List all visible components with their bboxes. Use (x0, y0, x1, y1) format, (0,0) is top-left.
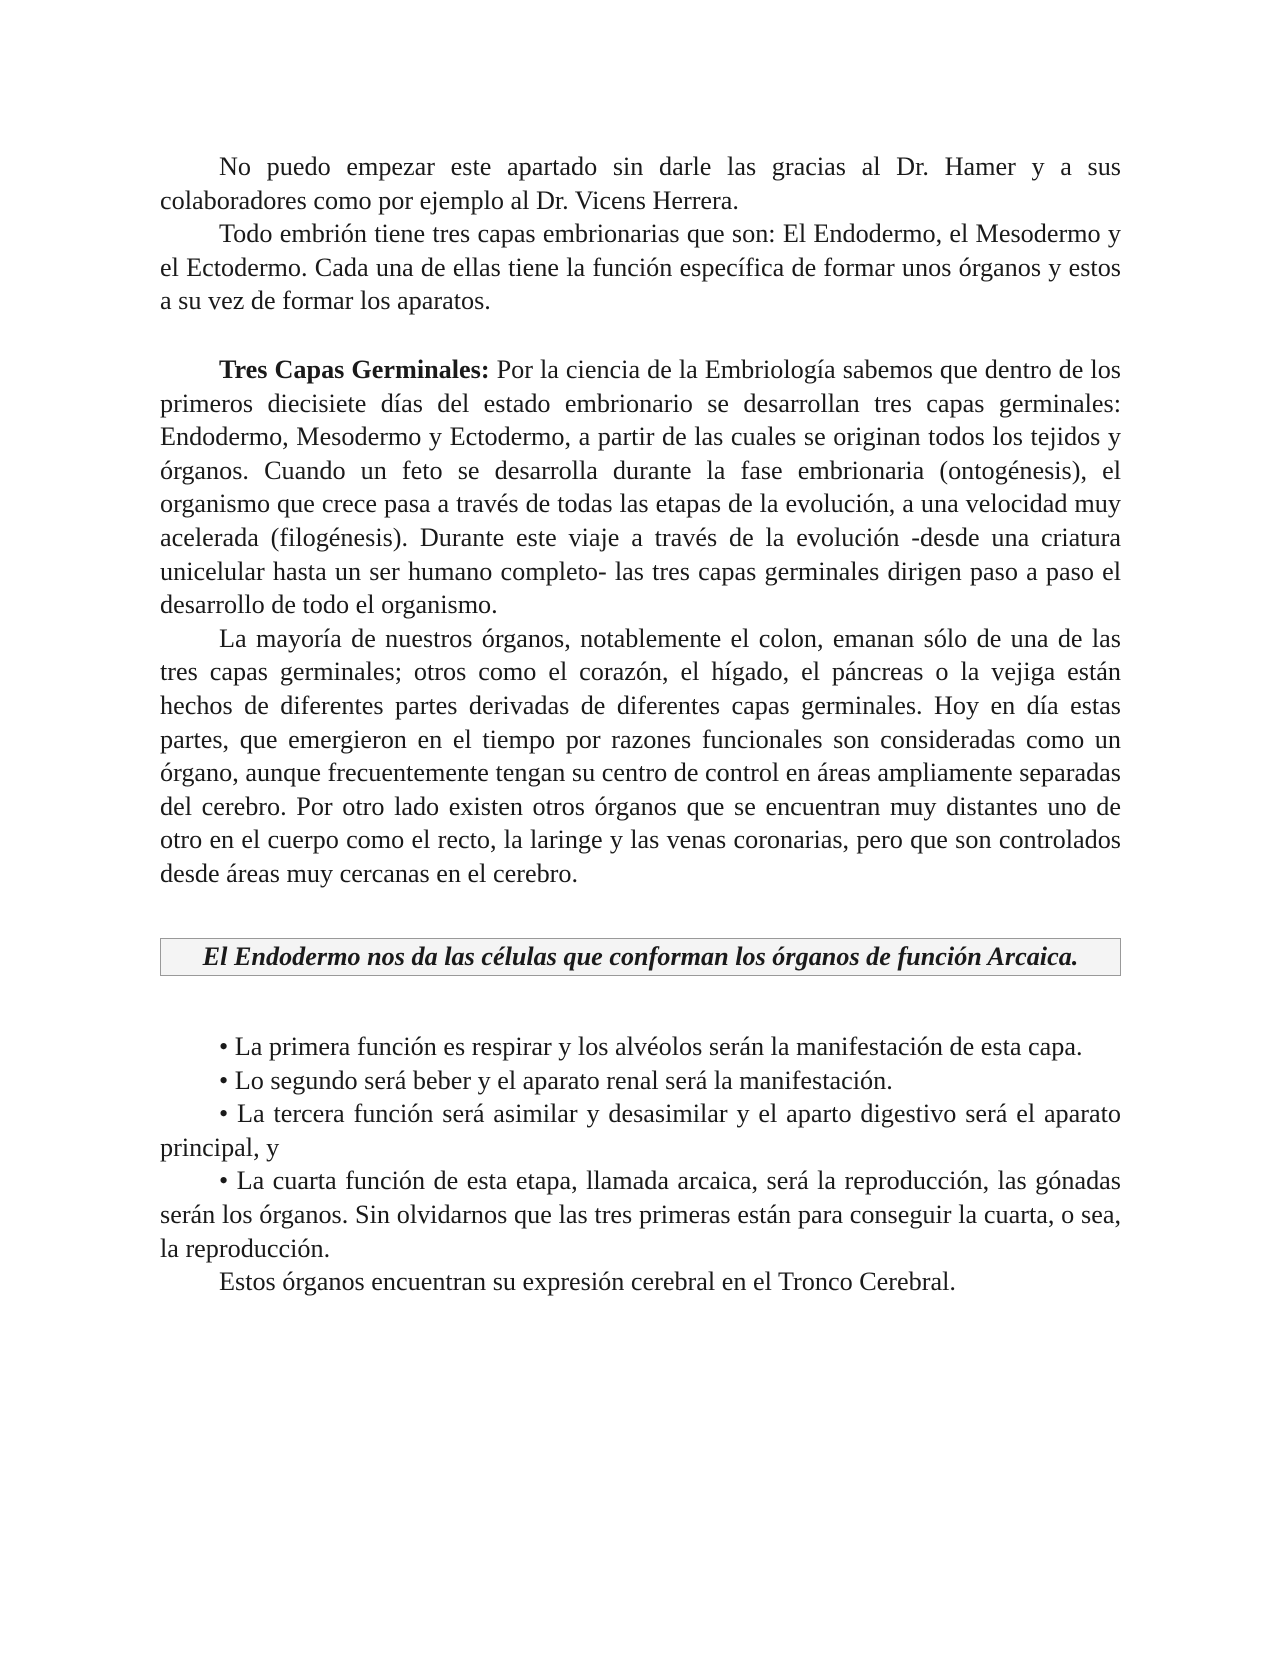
closing-paragraph: Estos órganos encuentran su expresión cerebral en el Tronco Cerebral. (219, 1267, 956, 1297)
endoderm-highlight-text: El Endodermo nos da las células que conforman los órganos de función Arcaica. (202, 942, 1079, 972)
box-spacer (160, 976, 1121, 1030)
germinal-heading: Tres Capas Germinales: (219, 354, 490, 384)
function-item-1: • La primera función es respirar y los alvéolos serán la manifestación de esta capa. (219, 1032, 1083, 1062)
function-item-3: • La tercera función será asimilar y desasimilar y el aparto digestivo será el aparato principal, y (160, 1099, 1121, 1162)
function-item-4: • La cuarta función de esta etapa, llamada arcaica, será la reproducción, las gónadas serán los órganos. Sin olvidarnos que las tres primeras están para conseguir la cuarta, o sea, la reproducción. (160, 1166, 1121, 1263)
endoderm-highlight-box (160, 938, 1121, 976)
germinal-paragraph-2: La mayoría de nuestros órganos, notablemente el colon, emanan sólo de una de las tres capas germinales; otros como el corazón, el hígado, el páncreas o la vejiga están hechos de diferentes partes derivadas de diferentes capas germinales. Hoy en día estas partes, que emergieron en el tiempo por razones funcionales son consideradas como un órgano, aunque frecuentemente tengan su centro de control en áreas ampliamente separadas del cerebro. Por otro lado existen otros órganos que se encuentran muy distantes uno de otro en el cuerpo como el recto, la laringe y las venas coronarias, pero que son controlados desde áreas muy cercanas en el cerebro. (160, 623, 1121, 888)
germinal-paragraph-1 (160, 353, 1121, 622)
section-spacer (160, 890, 1121, 938)
paragraph-spacer (160, 318, 1121, 353)
function-item-2: • Lo segundo será beber y el aparato renal será la manifestación. (219, 1065, 893, 1095)
germinal-paragraph-1-body: Por la ciencia de la Embriología sabemos que dentro de los primeros diecisiete días del estado embrionario se desarrollan tres capas germinales: Endodermo, Mesodermo y Ectodermo, a partir de las cuales se originan todos los tejidos y órganos. Cuando un feto se desarrolla durante la fase embrionaria (ontogénesis), el organismo que crece pasa a través de todas las etapas de la evolución, a una velocidad muy acelerada (filogénesis). Durante este viaje a través de la evolución -desde una criatura unicelular hasta un ser humano completo- las tres capas germinales dirigen paso a paso el desarrollo de todo el organismo. (160, 354, 1121, 620)
intro-paragraph-1: No puedo empezar este apartado sin darle las gracias al Dr. Hamer y a sus colaboradores como por ejemplo al Dr. Vicens Herrera. (160, 152, 1121, 215)
document-page (160, 150, 1121, 1299)
intro-paragraph-2: Todo embrión tiene tres capas embrionarias que son: El Endodermo, el Mesodermo y el Ectodermo. Cada una de ellas tiene la función específica de formar unos órganos y estos a su vez de formar los aparatos. (160, 219, 1121, 316)
